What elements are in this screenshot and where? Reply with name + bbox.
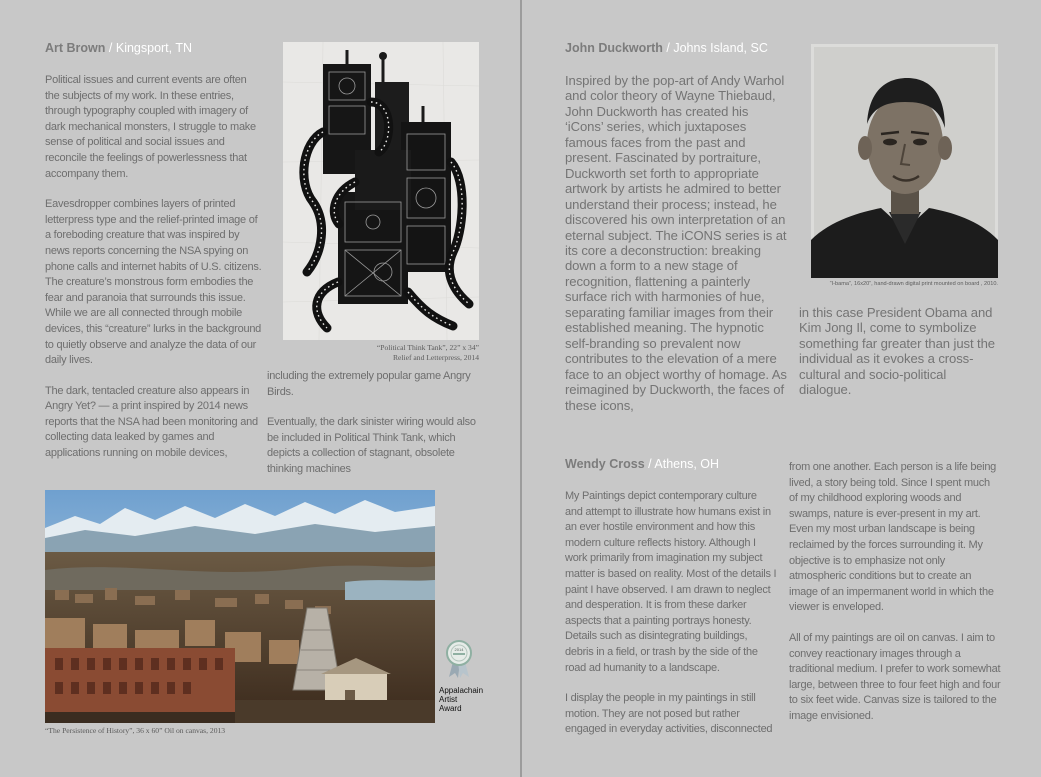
artist-heading-wendy-cross bbox=[565, 457, 719, 471]
caption-line: Relief and Letterpress, 2014 bbox=[392, 353, 479, 362]
bio-paragraph: from one another. Each person is a life being lived, a story being told. Since I spent much of my childhood exploring woods and swamps, nature is ever-present in my art. Even my most urban landscape is being reclaimed by the forces surrounding it. My objective is to emphasize not only atmospheric conditions but to create an image of an impermanent world in which the viewer is enveloped. bbox=[789, 461, 997, 614]
bio-paragraph: Political issues and current events are often the subjects of my work. In these entries, through typography coupled with imagery of dark mechanical monsters, I struggle to make sense of political and social issues and reconcile the feelings of powerlessness that accompany them. bbox=[45, 74, 256, 180]
persistence-of-history-painting bbox=[45, 490, 435, 723]
artist-name: John Duckworth bbox=[565, 41, 663, 55]
artist-location: / Johns Island, SC bbox=[666, 41, 768, 55]
art-brown-bio-column-2 bbox=[267, 369, 483, 478]
art-brown-bio-column bbox=[45, 73, 263, 462]
artist-name: Art Brown bbox=[45, 41, 106, 55]
bio-paragraph: Eavesdropper combines layers of printed letterpress type and the relief-printed image of a foreboding creature that was inspired by news reports concerning the NSA spying on phone calls and internet habits of U.S. citizens. The creature’s monstrous form embodies the fear and paranoia that surrounds this issue. While we are all connected through mobile devices, this “creature” lurks in the background to quietly observe and analyze the data of our daily lives. bbox=[45, 198, 262, 367]
artist-location: / Athens, OH bbox=[648, 457, 720, 471]
cityscape-artwork bbox=[45, 490, 435, 723]
artist-location: / Kingsport, TN bbox=[108, 41, 193, 55]
caption-line: “Political Think Tank”, 22” x 34” bbox=[376, 343, 479, 352]
political-think-tank-print bbox=[283, 42, 479, 340]
bio-paragraph: including the extremely popular game Angry Birds. bbox=[267, 370, 471, 398]
bio-paragraph: All of my paintings are oil on canvas. I aim to convey reactionary images through a traditional medium. I prefer to work somewhat large, between three to four feet high and four to six feet wide. Canvas size is tailored to the image envisioned. bbox=[789, 631, 1001, 722]
award-year: 2014 bbox=[454, 647, 464, 652]
ibama-caption: “I-bama”, 16x20”, hand-drawn digital print mounted on board , 2010. bbox=[829, 281, 998, 287]
portrait-artwork bbox=[811, 44, 998, 278]
artist-heading-john-duckworth bbox=[565, 41, 768, 55]
mechanical-monster-artwork bbox=[283, 42, 479, 340]
john-duckworth-bio-column-2 bbox=[799, 305, 999, 398]
ibama-portrait bbox=[811, 44, 998, 278]
right-page bbox=[522, 0, 1041, 777]
bio-paragraph: My Paintings depict contemporary culture and attempt to illustrate how humans exist in an ever hostile environment and how this modern culture reflects history. Although I work primarily from imagination my subject matter is based on reality. Most of the details I paint I have observed. I am drawn to neglect and desperation. It is from these darker aspects that a painting portrays honesty. Details such as disintegrating buildings, debris in a field, or trash by the side of the road ad humanity to a landscape. bbox=[565, 490, 777, 674]
wendy-cross-bio-column bbox=[565, 489, 777, 738]
award-label: Appalachain Artist Award bbox=[439, 686, 484, 713]
left-page bbox=[0, 0, 520, 777]
bio-paragraph: in this case President Obama and Kim Jong Il, come to symbolize something far greater than just the individual as it evokes a cross-cultural and socio-political dialogue. bbox=[799, 305, 995, 398]
bio-paragraph: Eventually, the dark sinister wiring would also be included in Political Think Tank, which depicts a collection of stagnant, obsolete thinking machines bbox=[267, 416, 476, 475]
bio-paragraph: Inspired by the pop-art of Andy Warhol and color theory of Wayne Thiebaud, John Duckworth has created his ‘iCons’ series, which juxtaposes famous faces from the past and present. Fascinated by portraiture, Duckworth set forth to appropriate artwork by artists he admired to better understand their process; instead, he discovered his own interpretation of an eternal subject. The iCONS series is at its core a deconstruction: breaking down a form to a new stage of recognition, flattening a painterly surface rich with harmonies of hue, separating familiar images from their established meaning. The hypnotic self-branding so prevalent now contributes to the elevation of a mere face to an object worthy of homage. As reimagined by Duckworth, the faces of these icons, bbox=[565, 73, 787, 413]
political-think-tank-caption bbox=[283, 343, 479, 363]
wendy-cross-bio-column-2 bbox=[789, 460, 1001, 725]
john-duckworth-bio-column bbox=[565, 73, 788, 413]
artist-name: Wendy Cross bbox=[565, 457, 645, 471]
bio-paragraph: The dark, tentacled creature also appears in Angry Yet? — a print inspired by 2014 news reports that the NSA had been monitoring and collecting data leaked by games and applications running on mobile devices, bbox=[45, 384, 258, 460]
bio-paragraph: I display the people in my paintings in still motion. They are not posed but rather engaged in everyday activities, disconnected bbox=[565, 692, 773, 736]
award-ribbon-icon bbox=[445, 640, 473, 678]
painting-caption: “The Persistence of History”, 36 x 60” Oil on canvas, 2013 bbox=[45, 726, 226, 735]
artist-heading-art-brown bbox=[45, 41, 192, 55]
